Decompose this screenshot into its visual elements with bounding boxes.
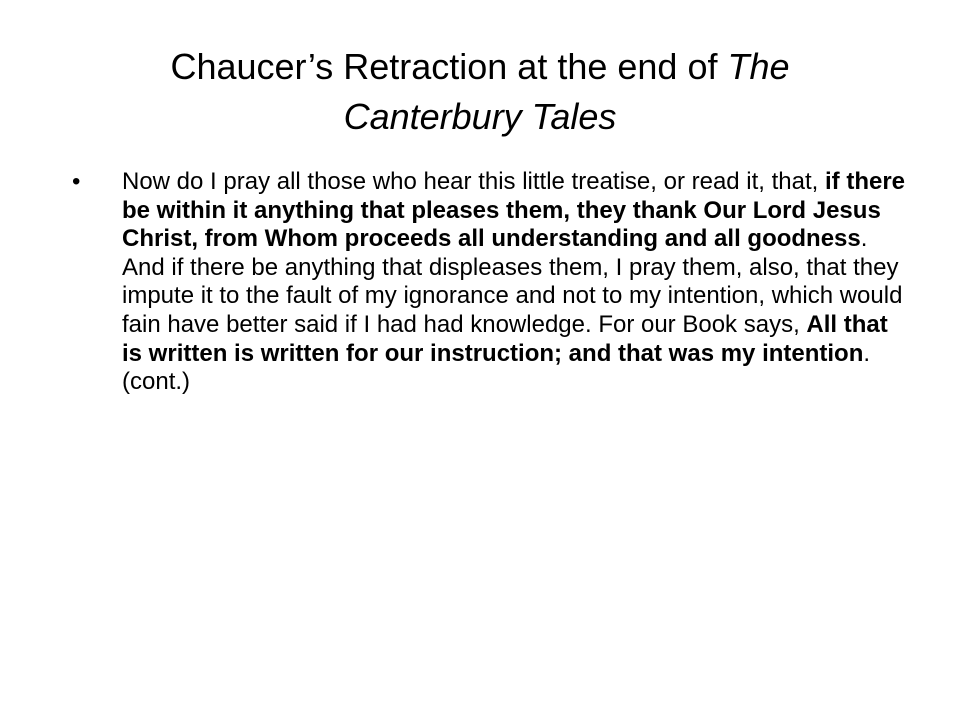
paragraph-segment-3: . And if there be anything that displeases them, I pray them, also, that they impute it to the fault of my ignorance and not to my intention, which would fain have better said if I had had knowledge. For our Book says,: [122, 225, 903, 338]
paragraph-segment-5: . (cont.): [122, 339, 871, 396]
paragraph-segment-1: Now do I pray all those who hear this little treatise, or read it, that,: [122, 168, 826, 195]
paragraph-segment-4: All that is written is written for our instruction; and that was my intention: [122, 310, 888, 367]
bullet-icon: •: [72, 168, 81, 195]
paragraph-segment-2: if there be within it anything that pleases them, they thank Our Lord Jesus Christ, from Whom proceeds all understanding and all goodness: [122, 168, 906, 253]
bullet-item: [72, 168, 912, 397]
bullet-list: [72, 168, 912, 397]
slide-title: [80, 42, 880, 142]
title-main-text: Chaucer’s Retraction at the end of: [170, 46, 728, 87]
title-italic-text: The Canterbury Tales: [343, 46, 790, 137]
